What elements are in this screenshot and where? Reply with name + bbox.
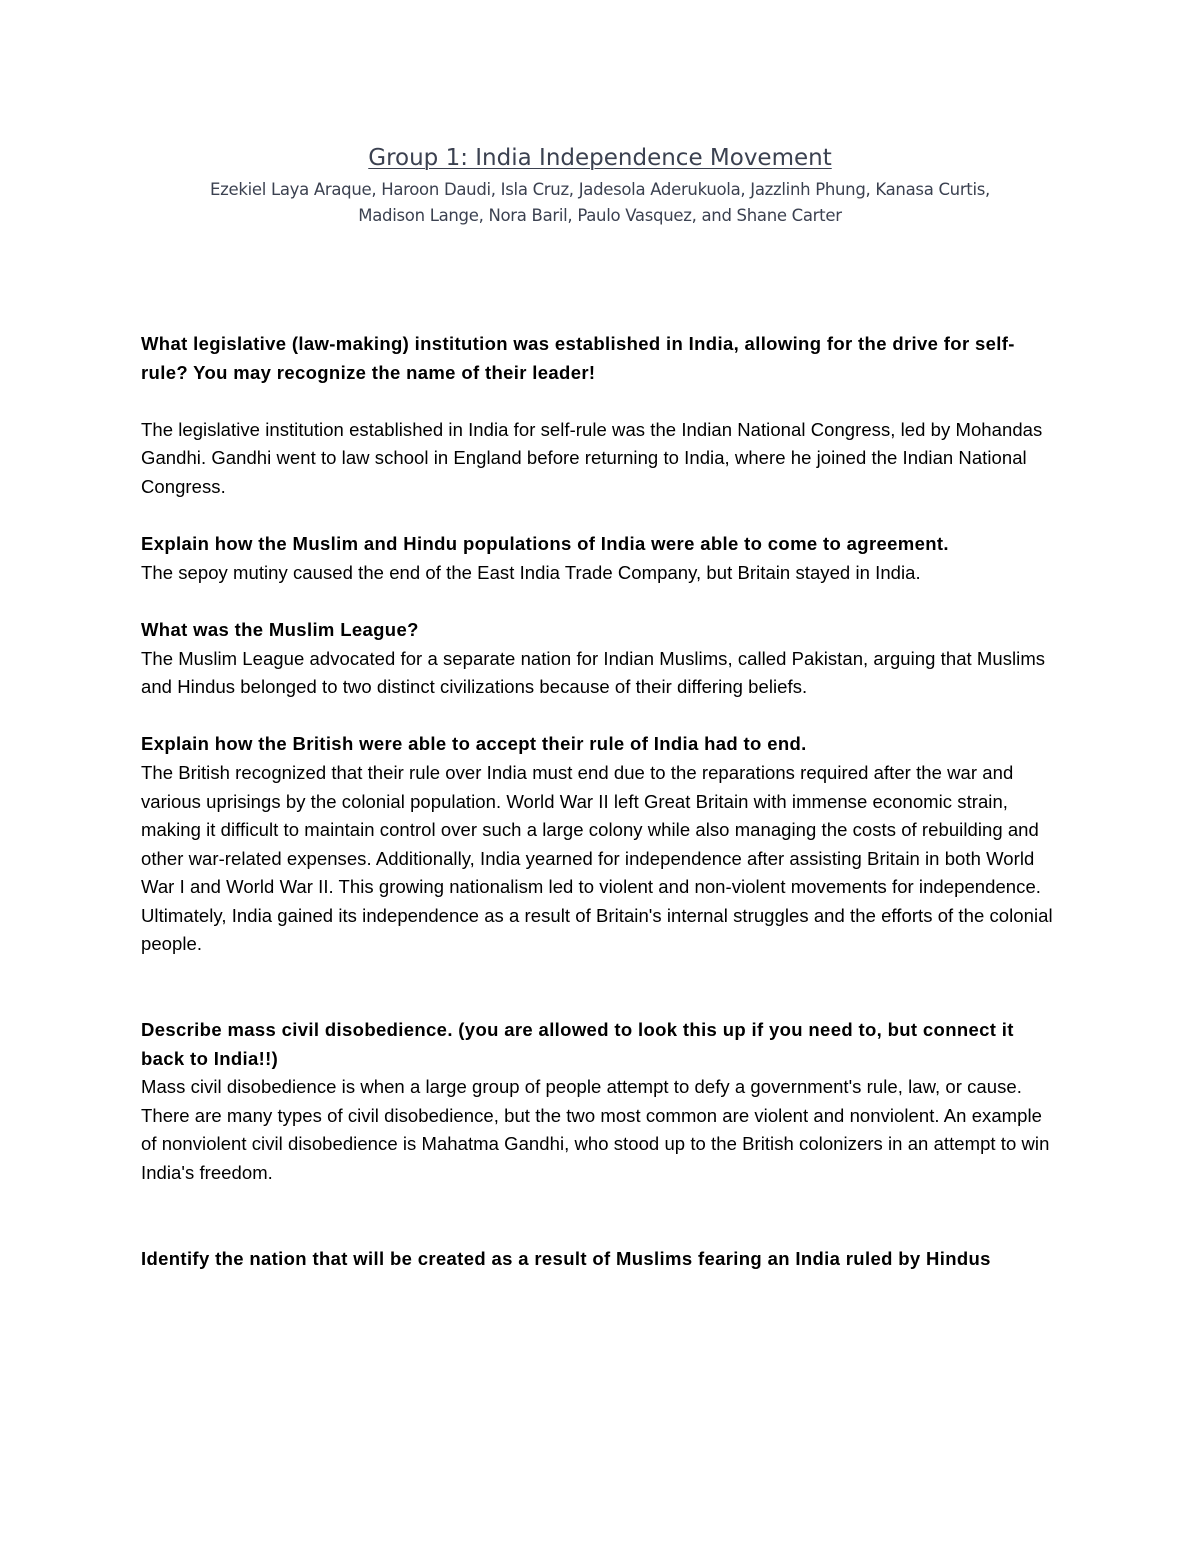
question-1: What legislative (law-making) institution was established in India, allowing for the drive for self-rule? You may recognize the name of their leader! [141, 333, 1015, 383]
spacer [141, 387, 1061, 416]
author-line-1: Ezekiel Laya Araque, Haroon Daudi, Isla Cruz, Jadesola Aderukuola, Jazzlinh Phung, Kanasa Curtis, [209, 180, 991, 199]
question-2: Explain how the Muslim and Hindu populations of India were able to come to agreement. [141, 533, 949, 555]
page-title: Group 1: India Independence Movement [368, 145, 832, 171]
question-4: Explain how the British were able to accept their rule of India had to end. [141, 733, 807, 755]
document-body [141, 330, 1061, 1273]
spacer [141, 587, 1061, 616]
question-3: What was the Muslim League? [141, 618, 419, 640]
answer-4: The British recognized that their rule over India must end due to the reparations required after the war and various uprisings by the colonial population. World War II left Great Britain with immense economic strain, making it difficult to maintain control over such a large colony while also managing the costs of rebuilding and other war-related expenses. Additionally, India yearned for independence after assisting Britain in both World War I and World War II. This growing nationalism led to violent and non-violent movements for independence. Ultimately, India gained its independence as a result of Britain's internal struggles and the efforts of the colonial people. [141, 761, 1053, 955]
author-line-2: Madison Lange, Nora Baril, Paulo Vasquez, and Shane Carter [358, 206, 842, 225]
spacer [141, 959, 1061, 1016]
spacer [141, 1188, 1061, 1245]
answer-1: The legislative institution established in India for self-rule was the Indian National Congress, led by Mohandas Gandhi. Gandhi went to law school in England before returning to India, where he joined the Indian National Congress. [141, 418, 1043, 497]
author-list [120, 177, 1080, 229]
answer-5: Mass civil disobedience is when a large group of people attempt to defy a government's rule, law, or cause. There are many types of civil disobedience, but the two most common are violent and nonviolent. An example of nonviolent civil disobedience is Mahatma Gandhi, who stood up to the British colonizers in an attempt to win India's freedom. [141, 1076, 1050, 1184]
question-6: Identify the nation that will be created as a result of Muslims fearing an India ruled by Hindus [141, 1247, 991, 1269]
answer-3: The Muslim League advocated for a separate nation for Indian Muslims, called Pakistan, arguing that Muslims and Hindus belonged to two distinct civilizations because of their differing beliefs. [141, 647, 1046, 698]
document-header [120, 141, 1080, 229]
answer-2: The sepoy mutiny caused the end of the East India Trade Company, but Britain stayed in India. [141, 561, 921, 583]
spacer [141, 502, 1061, 531]
question-5: Describe mass civil disobedience. (you are allowed to look this up if you need to, but connect it back to India!!) [141, 1019, 1014, 1069]
spacer [141, 702, 1061, 731]
